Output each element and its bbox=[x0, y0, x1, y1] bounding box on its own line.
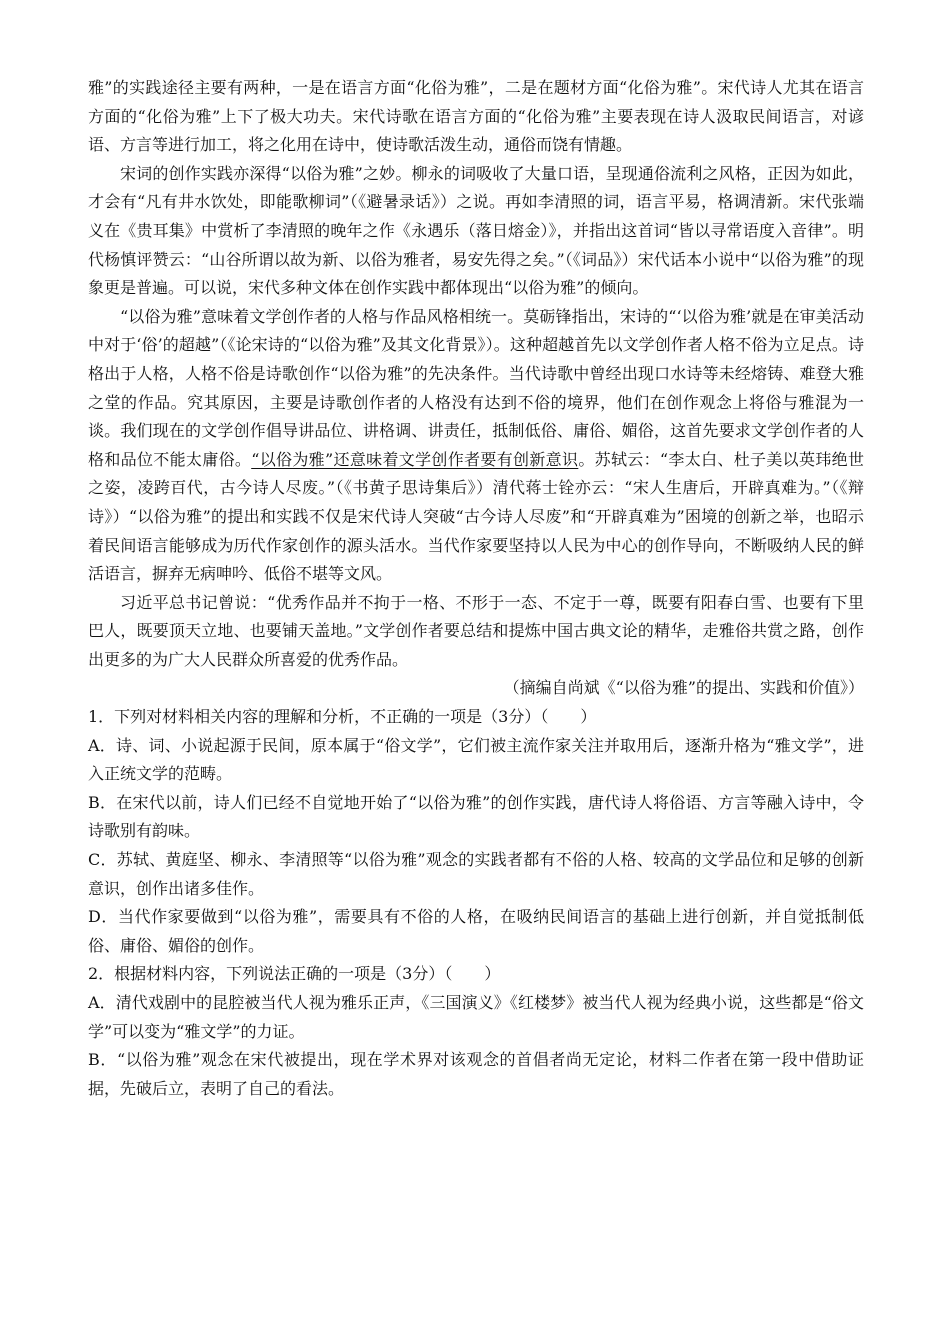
option-d: D．当代作家要做到“以俗为雅”，需要具有不俗的人格，在吸纳民间语言的基础上进行创新，并自觉抵制低俗、庸俗、媚俗的创作。 bbox=[88, 907, 864, 955]
paragraph-3-text-a: “以俗为雅”意味着文学创作者的人格与作品风格相统一。莫砺锋指出，宋诗的“‘以俗为雅’就是在审美活动中对于‘俗’的超越”（《论宋诗的“以俗为雅”及其文化背景》）。这种超越首先以文学创作者人格不俗为立足点。诗格出于人格，人格不俗是诗歌创作“以俗为雅”的先决条件。当代诗歌中曾经出现口水诗等未经熔铸、难登大雅之堂的作品。究其原因，主要是诗歌创作者的人格没有达到不俗的境界，他们在创作观念上将俗与雅混为一谈。我们现在的文学创作倡导讲品位、讲格调、讲责任，抵制低俗、庸俗、媚俗，这首先要求文学创作者的人格和品位不能太庸俗。 bbox=[88, 306, 864, 469]
question-2 bbox=[88, 960, 864, 1103]
question-stem: 2．根据材料内容，下列说法正确的一项是（3分）（ ） bbox=[88, 964, 501, 984]
passage-paragraph-2: 宋词的创作实践亦深得“以俗为雅”之妙。柳永的词吸收了大量口语，呈现通俗流利之风格，正因为如此，才会有“凡有井水饮处，即能歌柳词”（《避暑录话》）之说。再如李清照的词，语言平易，格调清新。宋代张端义在《贵耳集》中赏析了李清照的晚年之作《永遇乐（落日熔金）》，并指出这首词“皆以寻常语度入音律”。明代杨慎评赞云：“山谷所谓以故为新、以俗为雅者，易安先得之矣。”（《词品》）宋代话本小说中“以俗为雅”的现象更是普遍。可以说，宋代多种文体在创作实践中都体现出“以俗为雅”的倾向。 bbox=[88, 163, 864, 298]
underlined-sentence: “以俗为雅”还意味着文学创作者要有创新意识 bbox=[251, 449, 579, 469]
option-b: B．在宋代以前，诗人们已经不自觉地开始了“以俗为雅”的创作实践，唐代诗人将俗语、方言等融入诗中，令诗歌别有韵味。 bbox=[88, 792, 864, 841]
question-stem: 1．下列对材料相关内容的理解和分析，不正确的一项是（3分）（ ） bbox=[88, 707, 597, 727]
option-c: C．苏轼、黄庭坚、柳永、李清照等“以俗为雅”观念的实践者都有不俗的人格、较高的文学品位和足够的创新意识，创作出诸多佳作。 bbox=[88, 850, 864, 898]
document-body bbox=[88, 74, 864, 1103]
option-b: B．“以俗为雅”观念在宋代被提出，现在学术界对该观念的首倡者尚无定论，材料二作者在第一段中借助证据，先破后立，表明了自己的看法。 bbox=[88, 1050, 864, 1098]
passage-paragraph-4: 习近平总书记曾说：“优秀作品并不拘于一格、不形于一态、不定于一尊，既要有阳春白雪、也要有下里巴人，既要顶天立地、也要铺天盖地。”文学创作者要总结和提炼中国古典文论的精华，走雅俗共赏之路，创作出更多的为广大人民群众所喜爱的优秀作品。 bbox=[88, 592, 864, 669]
source-citation: （摘编自尚斌《“以俗为雅”的提出、实践和价值》） bbox=[503, 678, 864, 698]
question-1 bbox=[88, 703, 864, 960]
passage-paragraph-1: 雅”的实践途径主要有两种，一是在语言方面“化俗为雅”，二是在题材方面“化俗为雅”。宋代诗人尤其在语言方面的“化俗为雅”上下了极大功夫。宋代诗歌在语言方面的“化俗为雅”主要表现在诗人汲取民间语言，对谚语、方言等进行加工，将之化用在诗中，使诗歌活泼生动，通俗而饶有情趣。 bbox=[88, 78, 864, 155]
option-a: A．清代戏剧中的昆腔被当代人视为雅乐正声，《三国演义》《红楼梦》被当代人视为经典小说，这些都是“俗文学”可以变为“雅文学”的力证。 bbox=[88, 993, 864, 1041]
passage-paragraph-3 bbox=[88, 303, 864, 589]
paragraph-3-text-b: 。苏轼云：“李太白、杜子美以英玮绝世之姿，凌跨百代，古今诗人尽废。”（《书黄子思诗集后》）清代蒋士铨亦云：“宋人生唐后，开辟真难为。”（《辩诗》）“以俗为雅”的提出和实践不仅是宋代诗人突破“古今诗人尽废”和“开辟真难为”困境的创新之举，也昭示着民间语言能够成为历代作家创作的源头活水。当代作家要坚持以人民为中心的创作导向，不断吸纳人民的鲜活语言，摒弃无病呻吟、低俗不堪等文风。 bbox=[88, 449, 864, 584]
option-a: A．诗、词、小说起源于民间，原本属于“俗文学”，它们被主流作家关注并取用后，逐渐升格为“雅文学”，进入正统文学的范畴。 bbox=[88, 735, 864, 784]
